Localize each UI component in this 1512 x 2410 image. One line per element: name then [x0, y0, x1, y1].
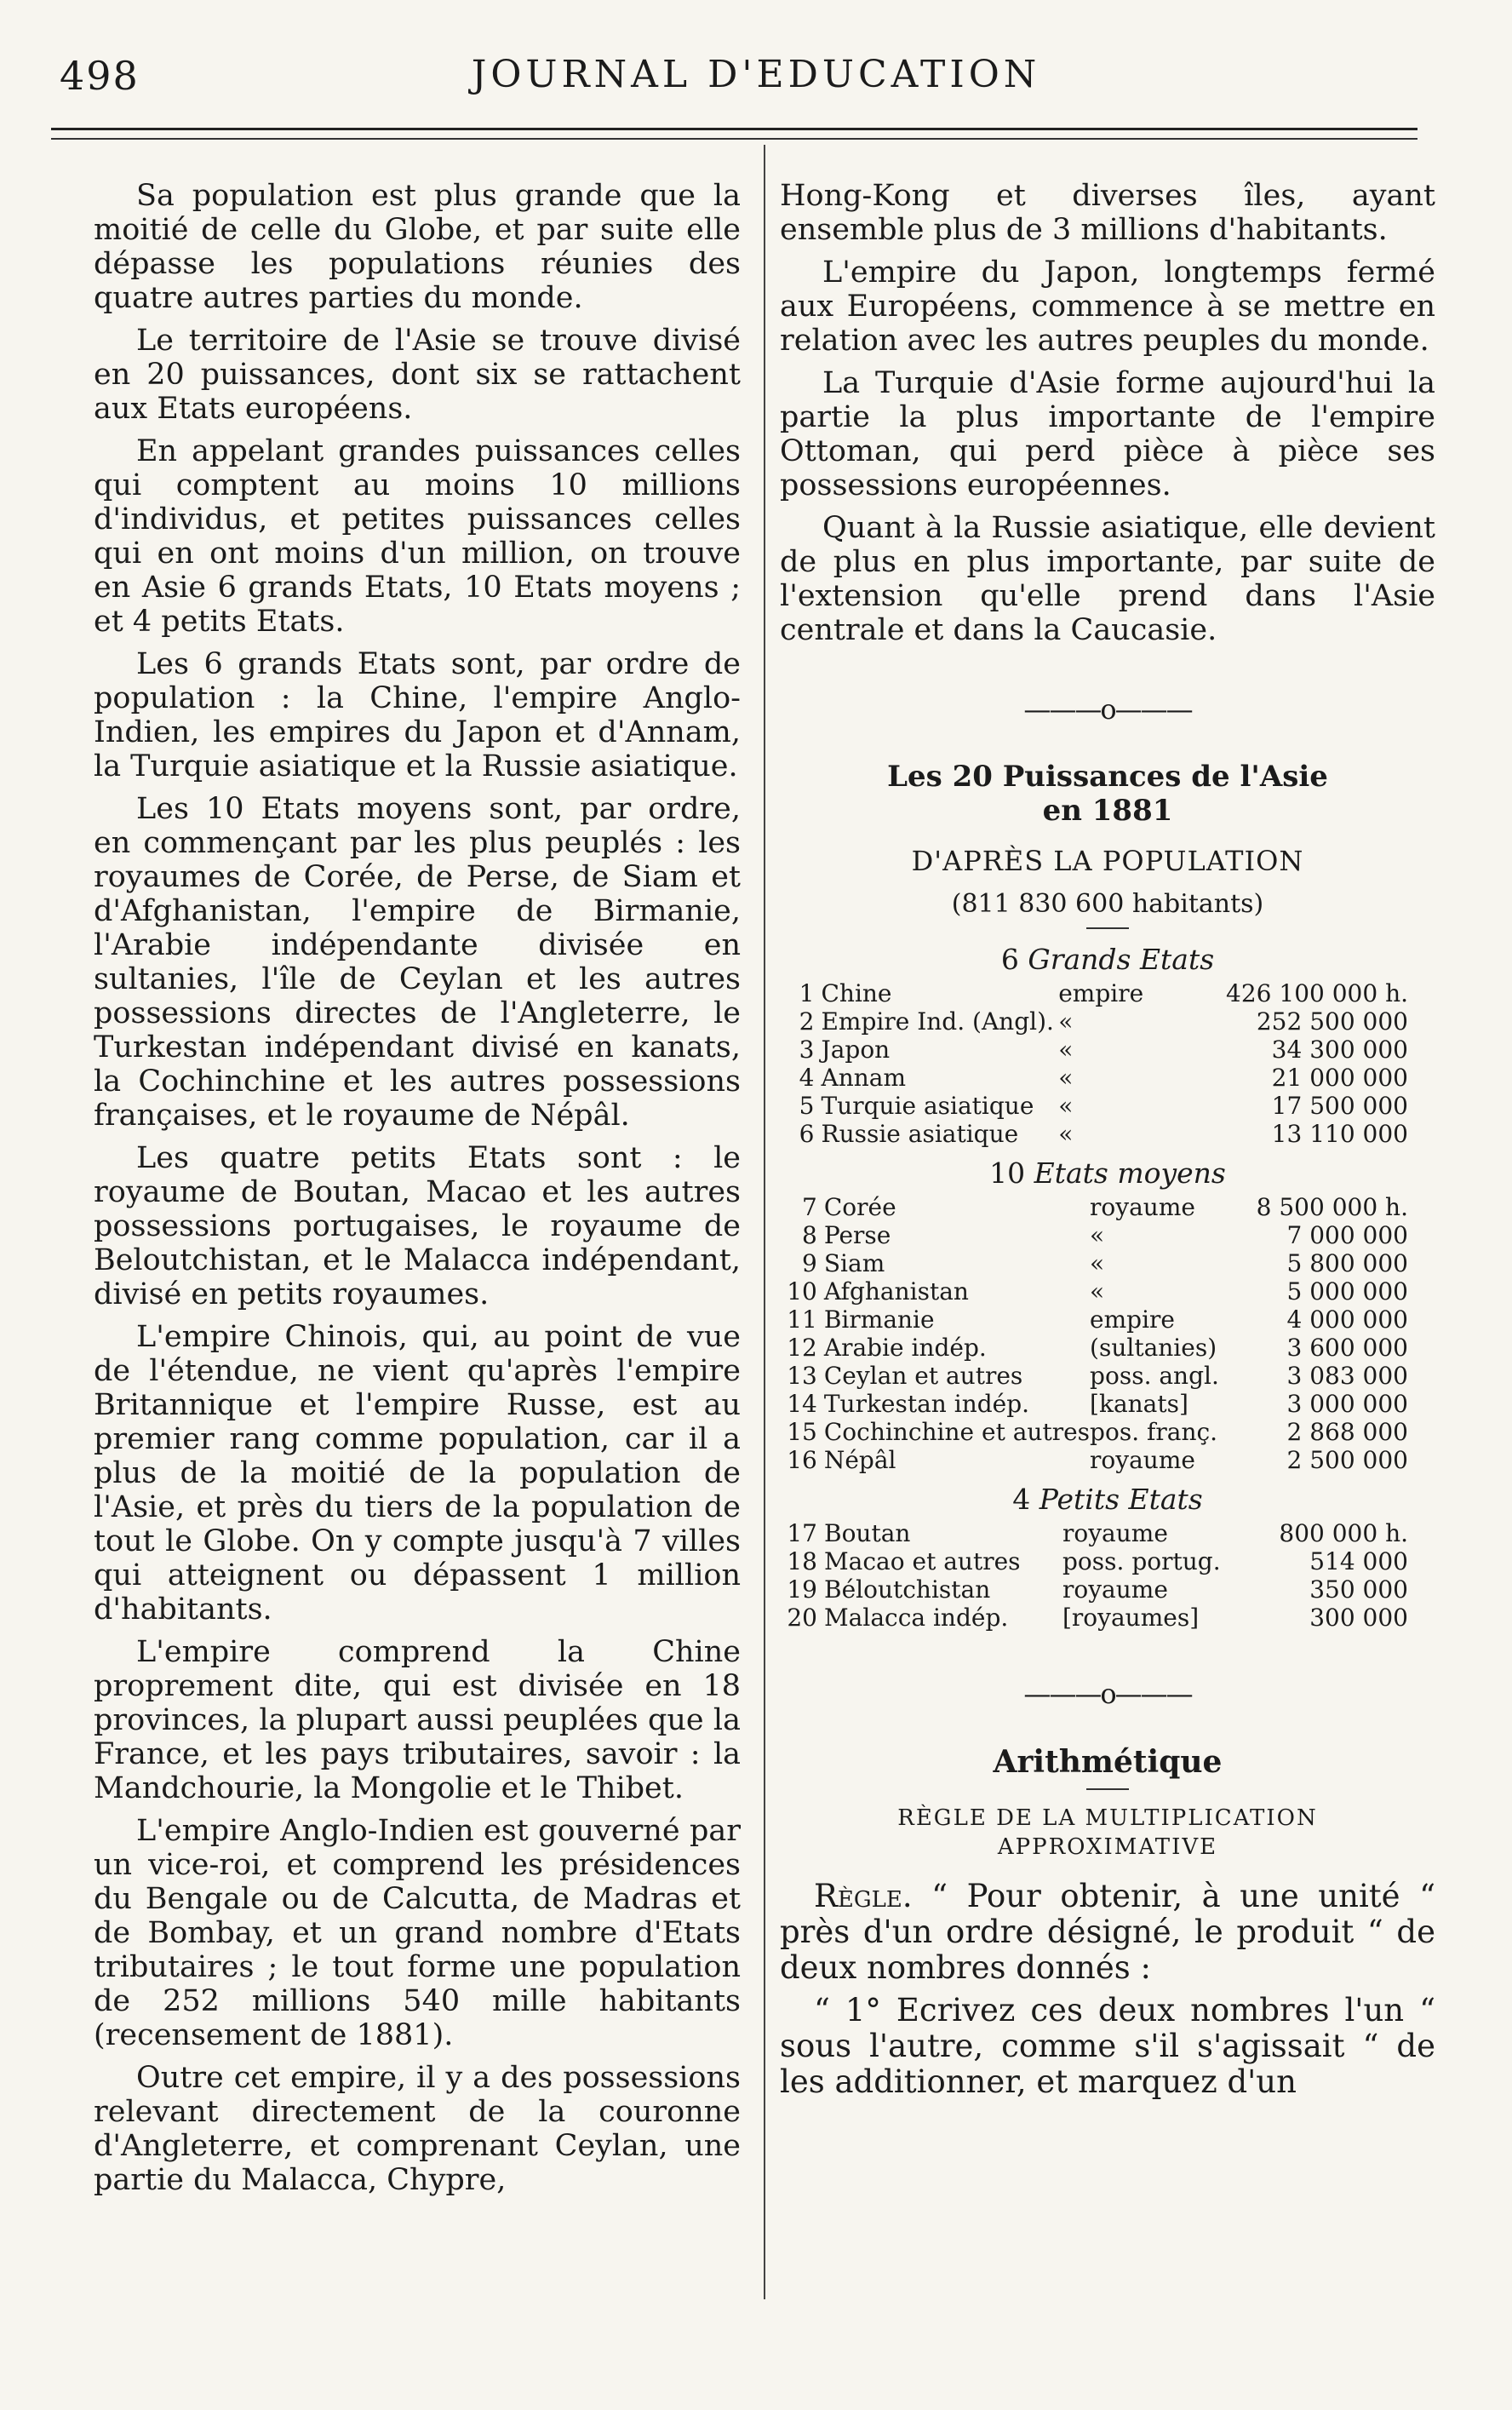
paragraph: La Turquie d'Asie forme aujourd'hui la partie la plus importante de l'empire Ottoman, qui perd pièce à pièce ses possessions européennes.: [780, 366, 1435, 502]
cell-pop: 514 000: [1309, 1547, 1408, 1575]
table-row: [787, 1064, 1434, 1092]
cell-num: 17: [787, 1519, 817, 1547]
cell-type: «: [1058, 1036, 1074, 1064]
cell-type: «: [1090, 1221, 1105, 1249]
rule-text: “ Pour obtenir, à une unité “ près d'un ordre désigné, le produit “ de deux nombres donnés :: [780, 1878, 1435, 1986]
cell-pop: 350 000: [1309, 1575, 1408, 1604]
table-row: [787, 1221, 1434, 1249]
group-table: [787, 1193, 1434, 1474]
table-row: [787, 1519, 1434, 1547]
cell-num: 12: [787, 1334, 817, 1362]
cell-pop: 3 000 000: [1286, 1390, 1408, 1418]
paragraph: Les 10 Etats moyens sont, par ordre, en commençant par les plus peuplés : les royaumes de Corée, de Perse, de Siam et d'Afghanistan, l'empire de Birmanie, l'Arabie indépendante divisée en sultanies, l'île de Ceylan et les autres possessions directes de l'Angleterre, le Turkestan indépendant divisé en kanats, la Cochinchine et les autres possessions françaises, et le royaume de Népâl.: [94, 792, 741, 1133]
cell-pop: 5 000 000: [1286, 1277, 1408, 1305]
cell-pop: 21 000 000: [1271, 1064, 1408, 1092]
cell-type: pos. franç.: [1090, 1418, 1218, 1446]
cell-num: 5: [799, 1092, 815, 1120]
cell-pop: 4 000 000: [1286, 1305, 1408, 1334]
cell-name: Turkestan indép.: [823, 1390, 1030, 1418]
cell-name: Siam: [823, 1249, 885, 1277]
cell-num: 13: [787, 1362, 817, 1390]
table-row: [787, 1362, 1434, 1390]
cell-num: 8: [802, 1221, 817, 1249]
cell-pop: 5 800 000: [1286, 1249, 1408, 1277]
group-count: 4: [1012, 1483, 1031, 1516]
cell-num: 14: [787, 1390, 817, 1418]
table-row: [787, 979, 1434, 1007]
cell-type: empire: [1058, 979, 1144, 1007]
cell-type: «: [1058, 1064, 1074, 1092]
cell-name: Birmanie: [823, 1305, 935, 1334]
cell-name: Béloutchistan: [824, 1575, 991, 1604]
cell-name: Russie asiatique: [821, 1120, 1019, 1148]
group-table: [787, 1519, 1434, 1632]
table-title: Les 20 Puissances de l'Asie: [887, 760, 1328, 794]
group-title: [780, 943, 1435, 976]
cell-name: Cochinchine et autres: [823, 1418, 1091, 1446]
header-rule-thin: [51, 138, 1418, 140]
cell-name: Boutan: [824, 1519, 911, 1547]
rule-heading: RÈGLE DE LA MULTIPLICATION APPROXIMATIVE: [897, 1805, 1318, 1860]
paragraph: L'empire du Japon, longtemps fermé aux Européens, commence à se mettre en relation avec les autres peuples du monde.: [780, 255, 1435, 358]
group-label: Grands Etats: [1028, 943, 1215, 976]
table-row: [787, 1446, 1434, 1474]
cell-type: poss. portug.: [1062, 1547, 1221, 1575]
table-row: [787, 1277, 1434, 1305]
cell-type: poss. angl.: [1090, 1362, 1219, 1390]
paragraph: En appelant grandes puissances celles qui comptent au moins 10 millions d'individus, et petites puissances celles qui en ont moins d'un million, on trouve en Asie 6 grands Etats, 10 Etats moyens ; et 4 petits Etats.: [94, 434, 741, 639]
cell-name: Malacca indép.: [824, 1604, 1009, 1632]
cell-num: 6: [799, 1120, 815, 1148]
group-table: [787, 979, 1434, 1148]
cell-pop: 3 083 000: [1286, 1362, 1408, 1390]
paragraph: L'empire Chinois, qui, au point de vue de l'étendue, ne vient qu'après l'empire Britannique et l'empire Russe, est au premier rang comme population, car il a plus de la moitié de la population de l'Asie, et près du tiers de la population de tout le Globe. On y compte jusqu'à 7 villes qui atteignent ou dépassent 1 million d'habitants.: [94, 1320, 741, 1627]
cell-name: Corée: [823, 1193, 896, 1221]
paragraph: Hong-Kong et diverses îles, ayant ensemble plus de 3 millions d'habitants.: [780, 179, 1435, 247]
paragraph: Outre cet empire, il y a des possessions relevant directement de la couronne d'Angleterre, et comprenant Ceylan, une partie du Malacca, Chypre,: [94, 2061, 741, 2197]
table-row: [787, 1120, 1434, 1148]
table-row: [787, 1575, 1434, 1604]
cell-num: 3: [799, 1036, 815, 1064]
paragraph: Les quatre petits Etats sont : le royaume de Boutan, Macao et les autres possessions portugaises, le royaume de Beloutchistan, et le Malacca indépendant, divisé en petits royaumes.: [94, 1141, 741, 1311]
cell-type: [kanats]: [1090, 1390, 1188, 1418]
cell-pop: 17 500 000: [1271, 1092, 1408, 1120]
page-number: 498: [60, 53, 140, 99]
group-count: 6: [1000, 943, 1019, 976]
cell-type: royaume: [1090, 1446, 1195, 1474]
table-row: [787, 1547, 1434, 1575]
column-divider: [764, 145, 765, 2299]
group-count: 10: [989, 1156, 1026, 1190]
cell-type: royaume: [1090, 1193, 1195, 1221]
section-separator: ———o———: [1023, 693, 1192, 726]
table-subtitle: D'APRÈS LA POPULATION: [911, 845, 1304, 877]
cell-pop: 300 000: [1309, 1604, 1408, 1632]
paragraph: Les 6 grands Etats sont, par ordre de population : la Chine, l'empire Anglo-Indien, les empires du Japon et d'Annam, la Turquie asiatique et la Russie asiatique.: [94, 647, 741, 783]
section-title: Arithmétique: [993, 1744, 1223, 1780]
cell-pop: 426 100 000 h.: [1226, 979, 1408, 1007]
table-row: [787, 1036, 1434, 1064]
table-row: [787, 1249, 1434, 1277]
cell-type: royaume: [1062, 1519, 1168, 1547]
table-title-year: en 1881: [1042, 794, 1173, 828]
cell-name: Chine: [821, 979, 892, 1007]
journal-title: JOURNAL D'EDUCATION: [471, 53, 1041, 96]
cell-pop: 8 500 000 h.: [1256, 1193, 1408, 1221]
rule-step: “ 1° Ecrivez ces deux nombres l'un “ sous l'autre, comme s'il s'agissait “ de les additionner, et marquez d'un: [780, 1992, 1435, 2100]
cell-num: 2: [799, 1007, 815, 1036]
cell-name: Perse: [823, 1221, 891, 1249]
cell-type: empire: [1090, 1305, 1176, 1334]
cell-name: Népâl: [823, 1446, 896, 1474]
divider-dash: [1086, 1788, 1129, 1790]
table-row: [787, 1092, 1434, 1120]
table-row: [787, 1604, 1434, 1632]
cell-num: 4: [799, 1064, 815, 1092]
paragraph: Quant à la Russie asiatique, elle devient de plus en plus importante, par suite de l'extension qu'elle prend dans l'Asie centrale et dans la Caucasie.: [780, 511, 1435, 647]
group-label: Etats moyens: [1034, 1156, 1226, 1190]
cell-pop: 7 000 000: [1286, 1221, 1408, 1249]
table-row: [787, 1305, 1434, 1334]
cell-name: Turquie asiatique: [821, 1092, 1034, 1120]
table-row: [787, 1007, 1434, 1036]
cell-name: Arabie indép.: [823, 1334, 987, 1362]
paragraph: L'empire comprend la Chine proprement dite, qui est divisée en 18 provinces, la plupart aussi peuplées que la France, et les pays tributaires, savoir : la Mandchourie, la Mongolie et le Thibet.: [94, 1635, 741, 1805]
cell-pop: 13 110 000: [1271, 1120, 1408, 1148]
page-header: [0, 46, 1512, 106]
cell-pop: 34 300 000: [1271, 1036, 1408, 1064]
paragraph: L'empire Anglo-Indien est gouverné par un vice-roi, et comprend les présidences du Bengale ou de Calcutta, de Madras et de Bombay, et un grand nombre d'Etats tributaires ; le tout forme une population de 252 millions 540 mille habitants (recensement de 1881).: [94, 1814, 741, 2052]
cell-num: 20: [787, 1604, 817, 1632]
cell-type: [royaumes]: [1062, 1604, 1200, 1632]
cell-num: 1: [799, 979, 815, 1007]
cell-num: 19: [787, 1575, 817, 1604]
cell-num: 15: [787, 1418, 817, 1446]
cell-type: «: [1090, 1249, 1105, 1277]
divider-dash: [1086, 927, 1129, 929]
cell-pop: 800 000 h.: [1279, 1519, 1408, 1547]
paragraph: Le territoire de l'Asie se trouve divisé en 20 puissances, dont six se rattachent aux Etats européens.: [94, 324, 741, 426]
cell-name: Annam: [821, 1064, 907, 1092]
cell-type: «: [1058, 1092, 1074, 1120]
cell-num: 10: [787, 1277, 817, 1305]
group-title: [780, 1483, 1435, 1516]
cell-type: «: [1058, 1120, 1074, 1148]
cell-pop: 3 600 000: [1286, 1334, 1408, 1362]
header-rule: [51, 128, 1418, 130]
cell-type: (sultanies): [1090, 1334, 1217, 1362]
cell-name: Ceylan et autres: [823, 1362, 1023, 1390]
cell-name: Empire Ind. (Angl).: [821, 1007, 1054, 1036]
cell-name: Afghanistan: [823, 1277, 969, 1305]
group-label: Petits Etats: [1039, 1483, 1203, 1516]
cell-num: 18: [787, 1547, 817, 1575]
group-title: [780, 1156, 1435, 1190]
table-row: [787, 1418, 1434, 1446]
cell-name: Japon: [821, 1036, 891, 1064]
cell-num: 9: [802, 1249, 817, 1277]
cell-type: «: [1058, 1007, 1074, 1036]
cell-name: Macao et autres: [824, 1547, 1021, 1575]
cell-num: 16: [787, 1446, 817, 1474]
cell-pop: 2 868 000: [1286, 1418, 1408, 1446]
rule-lead: Règle.: [814, 1878, 913, 1914]
section-separator: ———o———: [1023, 1678, 1192, 1710]
right-column: [780, 179, 1435, 2107]
cell-num: 11: [787, 1305, 817, 1334]
paragraph: Sa population est plus grande que la moitié de celle du Globe, et par suite elle dépasse les populations réunies des quatre autres parties du monde.: [94, 179, 741, 315]
cell-type: «: [1090, 1277, 1105, 1305]
rule-paragraph: [780, 1879, 1435, 1986]
cell-num: 7: [802, 1193, 817, 1221]
left-column: [94, 179, 741, 2206]
total-population: (811 830 600 habitants): [951, 889, 1264, 919]
powers-table: [780, 943, 1435, 1632]
cell-pop: 252 500 000: [1256, 1007, 1408, 1036]
table-row: [787, 1390, 1434, 1418]
table-row: [787, 1334, 1434, 1362]
cell-type: royaume: [1062, 1575, 1168, 1604]
cell-pop: 2 500 000: [1286, 1446, 1408, 1474]
table-row: [787, 1193, 1434, 1221]
